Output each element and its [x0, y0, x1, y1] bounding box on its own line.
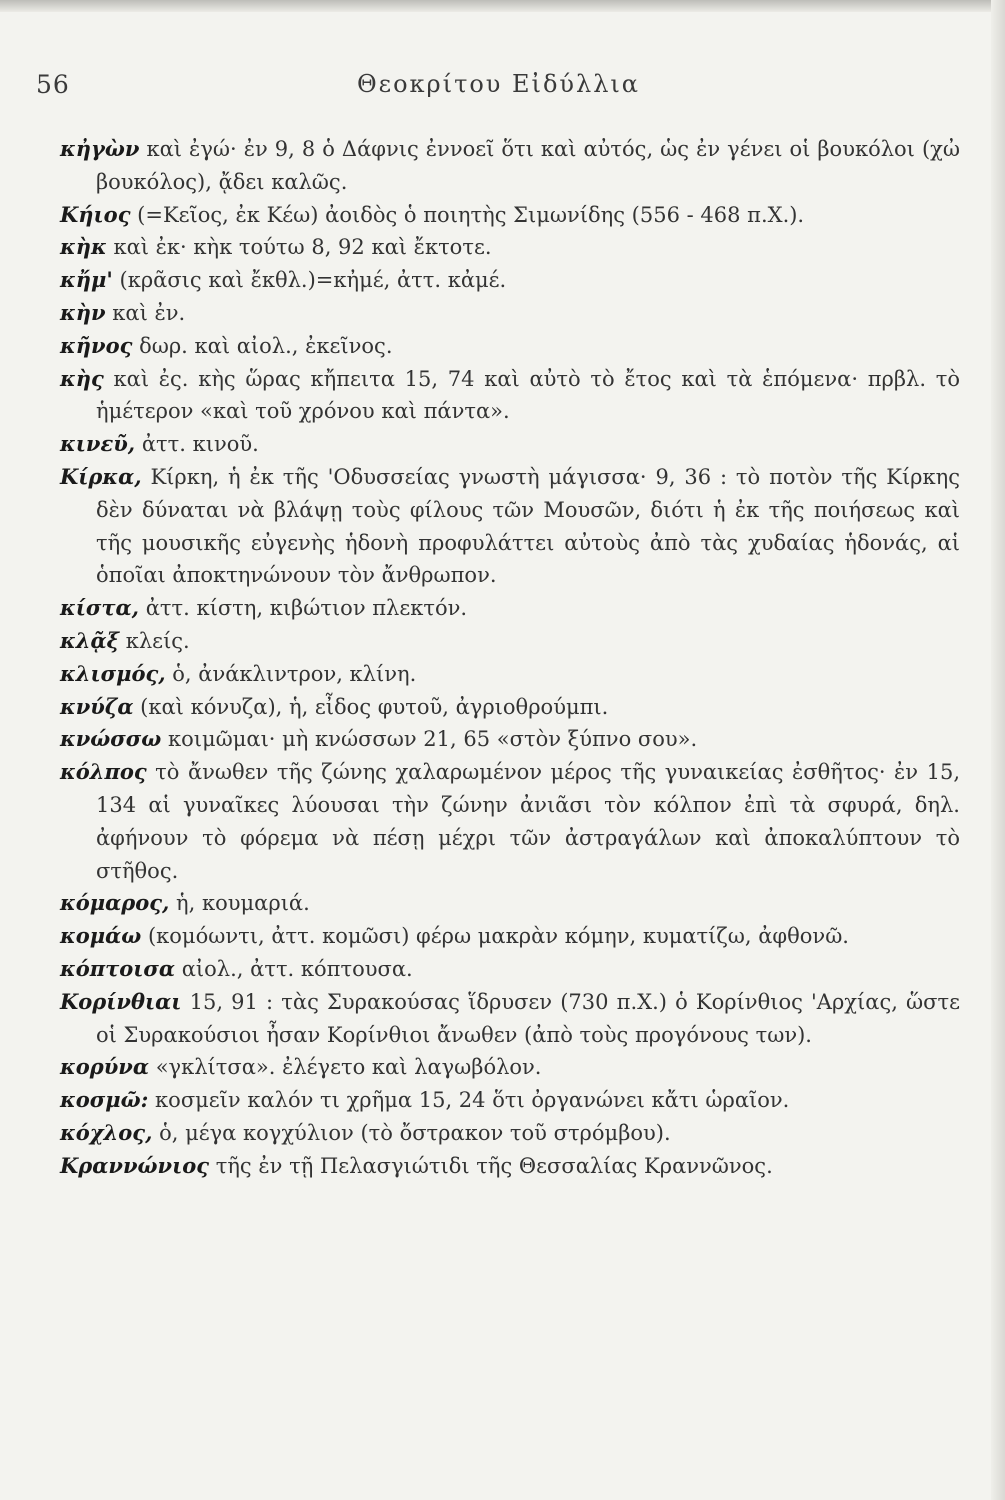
entry-definition: τὸ ἄνωθεν τῆς ζώνης χαλαρωμένον μέρος τῆς γυναικείας ἐσθῆτος· ἐν 15, 134 αἱ γυναῖκες λύουσαι τὴν ζώνην ἀνιᾶσι τὸν κόλπον ἐπὶ τὰ σφυρά, δηλ. ἀφήνουν τὸ φόρεμα νὰ πέσῃ μέχρι τῶν ἀστραγάλων καὶ ἀποκαλύπτουν τὸ στῆθος. — [96, 760, 960, 883]
entry-headword: κόλπος — [60, 759, 147, 785]
entry-definition: κλείς. — [125, 628, 190, 653]
entry-definition: κοιμῶμαι· μὴ κνώσσων 21, 65 «στὸν ξύπνο σου». — [167, 727, 698, 752]
glossary-entry — [60, 756, 960, 887]
entry-definition: τῆς ἐν τῇ Πελασγιώτιδι τῆς Θεσσαλίας Κραννῶνος. — [215, 1153, 773, 1178]
entry-headword: κόπτοισα — [60, 955, 176, 981]
entry-definition: (καὶ κόνυζα), ἡ, εἶδος φυτοῦ, ἀγριοθρούμπι. — [140, 694, 609, 719]
entry-headword: κόμαρος, — [60, 890, 170, 916]
entry-headword: κορύνα — [60, 1054, 150, 1080]
glossary-entry — [60, 723, 960, 756]
entry-headword: κόχλος, — [60, 1119, 153, 1145]
glossary-entry — [60, 428, 960, 461]
glossary-entry — [60, 986, 960, 1052]
entry-headword: κομάω — [60, 923, 142, 949]
glossary-entry — [60, 920, 960, 953]
glossary-entry — [60, 199, 960, 232]
entry-headword: κὴν — [60, 299, 106, 325]
glossary-entry — [60, 625, 960, 658]
glossary-entry — [60, 1150, 960, 1183]
entry-definition: (=Κεῖος, ἐκ Κέω) ἀοιδὸς ὁ ποιητὴς Σιμωνίδης (556 - 468 π.Χ.). — [137, 202, 805, 227]
glossary-entry — [60, 1117, 960, 1150]
glossary-entry — [60, 1084, 960, 1117]
scan-top-edge — [0, 0, 1005, 12]
glossary-entries — [60, 133, 960, 1183]
entry-headword: κνώσσω — [60, 726, 162, 752]
entry-definition: Κίρκη, ἡ ἐκ τῆς 'Οδυσσείας γνωστὴ μάγισσα· 9, 36 : τὸ ποτὸν τῆς Κίρκης δὲν δύναται νὰ βλάψῃ τοὺς φίλους τῶν Μουσῶν, διότι ἡ ἐκ τῆς ποιήσεως καὶ τῆς μουσικῆς εὐγενὴς ἡδονὴ προφυλάττει αὐτοὺς ἀπὸ τὰς χυδαίας ἡδονάς, αἱ ὁποῖαι ἀποκτηνώνουν τὸν ἄνθρωπον. — [96, 464, 960, 588]
entry-definition: αἰολ., ἀττ. κόπτουσα. — [181, 956, 413, 981]
glossary-entry — [60, 953, 960, 986]
glossary-entry — [60, 231, 960, 264]
entry-definition: 15, 91 : τὰς Συρακούσας ἵδρυσεν (730 π.Χ.) ὁ Κορίνθιος 'Αρχίας, ὥστε οἱ Συρακούσιοι ἦσαν Κορίνθιοι ἄνωθεν (ἀπὸ τοὺς προγόνους των). — [96, 989, 960, 1047]
entry-headword: Κραννώνιος — [60, 1152, 210, 1178]
entry-headword: κἠγὼν — [60, 136, 140, 161]
entry-headword: κλισμός, — [60, 660, 166, 686]
entry-headword: κὴκ — [60, 234, 107, 260]
entry-definition: καὶ ἐς. κὴς ὥρας κἤπειτα 15, 74 καὶ αὐτὸ τὸ ἔτος καὶ τὰ ἑπόμενα· πρβλ. τὸ ἡμέτερον «καὶ τοῦ χρόνου καὶ πάντα». — [96, 366, 960, 424]
glossary-entry — [60, 363, 960, 429]
entry-headword: Κίρκα, — [60, 463, 142, 489]
page-header — [36, 70, 961, 110]
glossary-entry — [60, 592, 960, 625]
entry-definition: (κρᾶσις καὶ ἔκθλ.)=κἠμέ, ἀττ. κἀμέ. — [119, 268, 507, 293]
glossary-entry — [60, 297, 960, 330]
entry-headword: κλᾷξ — [60, 627, 120, 653]
scan-right-edge — [991, 0, 1005, 1500]
entry-definition: ὁ, ἀνάκλιντρον, κλίνη. — [172, 661, 417, 686]
entry-definition: καὶ ἐν. — [112, 300, 186, 325]
entry-headword: κνύζα — [60, 693, 134, 719]
glossary-entry — [60, 1051, 960, 1084]
entry-definition: (κομόωντι, ἀττ. κομῶσι) φέρω μακρὰν κόμην, κυματίζω, ἀφθονῶ. — [147, 924, 849, 949]
entry-headword: κὴς — [60, 365, 104, 391]
entry-definition: ἀττ. κινοῦ. — [141, 432, 259, 457]
page-number: 56 — [36, 70, 70, 99]
entry-headword: κινεῦ, — [60, 431, 136, 457]
glossary-entry — [60, 691, 960, 724]
entry-definition: ἡ, κουμαριά. — [176, 891, 310, 916]
entry-headword: κῆνος — [60, 332, 133, 358]
entry-definition: ἀττ. κίστη, κιβώτιον πλεκτόν. — [145, 596, 468, 621]
glossary-entry — [60, 887, 960, 920]
entry-headword: Κήιος — [60, 201, 131, 227]
entry-definition: ὁ, μέγα κογχύλιον (τὸ ὄστρακον τοῦ στρόμβου). — [159, 1120, 671, 1145]
entry-definition: καὶ ἐγώ· ἐν 9, 8 ὁ Δάφνις ἐννοεῖ ὅτι καὶ αὐτός, ὡς ἐν γένει οἱ βουκόλοι (χὠ βουκόλος), ᾄδει καλῶς. — [96, 137, 960, 194]
glossary-entry — [60, 658, 960, 691]
entry-definition: δωρ. καὶ αἰολ., ἐκεῖνος. — [139, 333, 393, 358]
entry-headword: Κορίνθιαι — [60, 988, 182, 1014]
entry-headword: κίστα, — [60, 595, 139, 621]
glossary-entry — [60, 133, 960, 199]
glossary-entry — [60, 264, 960, 297]
entry-headword: κοσμῶ: — [60, 1087, 149, 1113]
entry-headword: κἤμ' — [60, 267, 113, 293]
entry-definition: «γκλίτσα». ἐλέγετο καὶ λαγωβόλον. — [155, 1055, 542, 1080]
glossary-entry — [60, 461, 960, 592]
entry-definition: κοσμεῖν καλόν τι χρῆμα 15, 24 ὅτι ὀργανώνει κἄτι ὡραῖον. — [155, 1088, 790, 1113]
glossary-entry — [60, 330, 960, 363]
entry-definition: καὶ ἐκ· κὴκ τούτω 8, 92 καὶ ἔκτοτε. — [113, 235, 492, 260]
running-title: Θεοκρίτου Εἰδύλλια — [356, 70, 641, 98]
